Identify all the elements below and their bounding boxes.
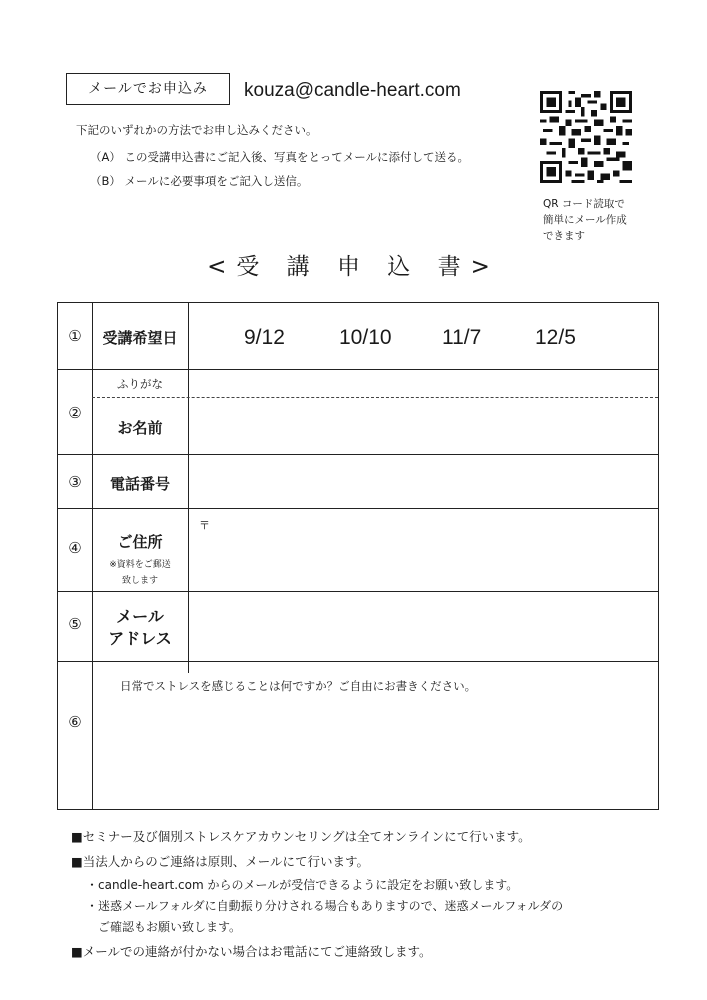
mail-application-label: メールでお申込み xyxy=(66,73,230,105)
row-number: ④ xyxy=(68,539,82,557)
row-divider xyxy=(58,661,658,662)
furigana-field[interactable] xyxy=(189,370,658,397)
furigana-label: ふりがな xyxy=(117,377,163,391)
date-option[interactable]: 10/10 xyxy=(339,326,392,349)
email-label: アドレス xyxy=(108,629,172,648)
option-a-text: （A） この受講申込書にご記入後、写真をとってメールに添付して送る。 xyxy=(90,150,470,164)
qr-note-line: できます xyxy=(543,230,585,242)
email-label: メール xyxy=(116,607,164,626)
form-title: <受 講 申 込 書> xyxy=(207,254,500,280)
application-form xyxy=(57,302,659,810)
intro-text: 下記のいずれかの方法でお申し込みください。 xyxy=(76,123,318,137)
note-line: ■セミナー及び個別ストレスケアカウンセリングは全てオンラインにて行います。 xyxy=(71,829,531,844)
qr-code-icon[interactable] xyxy=(540,91,632,183)
date-option[interactable]: 12/5 xyxy=(535,326,576,349)
qr-note-line: QR コード読取で xyxy=(543,198,625,210)
option-b-text: （B） メールに必要事項をご記入し送信。 xyxy=(90,174,309,188)
note-subline: ・candle-heart.com からのメールが受信できるように設定をお願い致します。 xyxy=(86,878,519,892)
note-subline: ・迷惑メールフォルダに自動振り分けされる場合もありますので、迷惑メールフォルダの xyxy=(86,899,564,913)
name-field[interactable] xyxy=(189,398,658,454)
preferred-date-label: 受講希望日 xyxy=(102,329,178,347)
address-label: ご住所 xyxy=(117,533,163,551)
date-option[interactable]: 9/12 xyxy=(244,326,285,349)
row-number: ③ xyxy=(68,473,82,491)
email-address[interactable]: kouza@candle-heart.com xyxy=(244,80,461,101)
note-line: ■メールでの連絡が付かない場合はお電話にてご連絡致します。 xyxy=(71,944,432,959)
name-label: お名前 xyxy=(117,419,163,437)
row-number: ② xyxy=(68,404,82,422)
phone-field[interactable] xyxy=(189,455,658,508)
qr-note xyxy=(543,196,627,244)
note-subline: ご確認もお願い致します。 xyxy=(98,920,242,934)
address-note: 致します xyxy=(121,576,158,586)
qr-note-line: 簡単にメール作成 xyxy=(543,214,627,226)
row-number: ⑤ xyxy=(68,615,82,633)
stress-question: 日常でストレスを感じることは何ですか？ご自由にお書きください。 xyxy=(120,679,477,693)
email-field[interactable] xyxy=(189,592,658,661)
date-option[interactable]: 11/7 xyxy=(442,326,482,349)
phone-label: 電話番号 xyxy=(109,475,170,493)
postal-mark: 〒 xyxy=(199,519,210,532)
stress-answer-field[interactable] xyxy=(93,698,658,809)
row-number: ⑥ xyxy=(68,713,82,731)
row-number: ① xyxy=(68,327,82,345)
note-line: ■当法人からのご連絡は原則、メールにて行います。 xyxy=(71,854,370,869)
address-field[interactable] xyxy=(189,509,658,591)
address-note: ※資料をご郵送 xyxy=(109,560,171,570)
